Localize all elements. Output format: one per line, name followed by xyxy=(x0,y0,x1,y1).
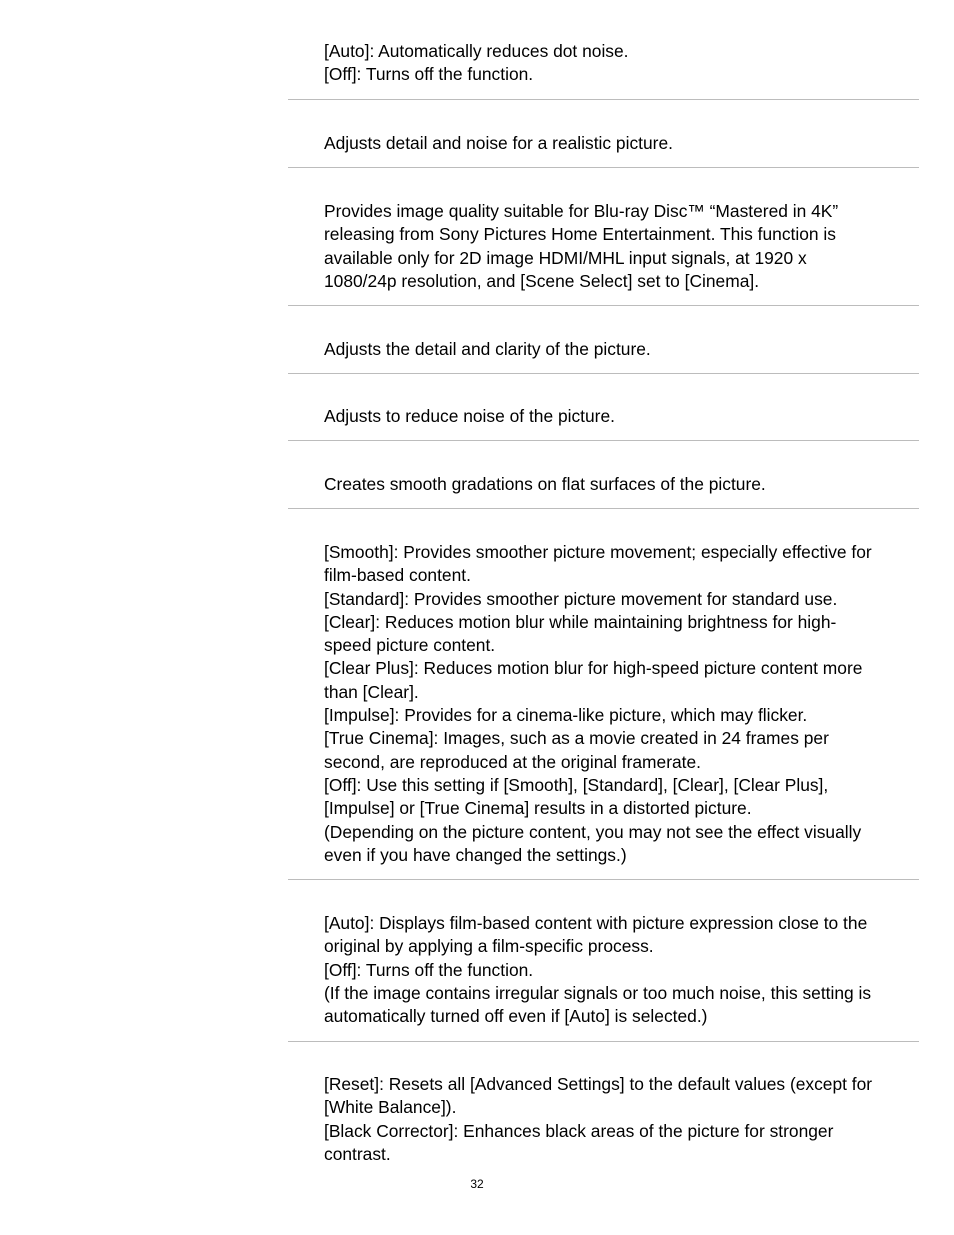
text-line: second, are reproduced at the original framerate. xyxy=(324,751,702,772)
text-line: [Standard]: Provides smoother picture movement for standard use. xyxy=(324,588,838,609)
section-sharpness xyxy=(288,306,919,374)
text-line: [Impulse]: Provides for a cinema-like picture, which may flicker. xyxy=(324,705,808,726)
text-line: film-based content. xyxy=(324,565,471,586)
section-text xyxy=(324,200,915,293)
section-text xyxy=(324,912,915,1028)
text-line: (If the image contains irregular signals or too much noise, this setting is xyxy=(324,982,872,1003)
text-line: [Reset]: Resets all [Advanced Settings] to the default values (except for xyxy=(324,1074,873,1094)
text-line: Adjusts to reduce noise of the picture. xyxy=(324,406,615,426)
page-number: 32 xyxy=(470,1177,484,1191)
section-mastered-in-4k xyxy=(288,168,919,306)
section-text xyxy=(324,541,915,867)
section-text xyxy=(324,1073,915,1166)
text-line: releasing from Sony Pictures Home Entertainment. This function is xyxy=(324,224,836,245)
text-line: [Off]: Use this setting if [Smooth], [Standard], [Clear], [Clear Plus], xyxy=(324,774,829,795)
section-text xyxy=(324,132,915,155)
section-smooth-gradation xyxy=(288,441,919,509)
section-dot-noise xyxy=(288,0,919,100)
text-line: [Smooth]: Provides smoother picture movement; especially effective for xyxy=(324,542,872,562)
text-line: Creates smooth gradations on flat surfaces of the picture. xyxy=(324,474,766,494)
text-line: [White Balance]). xyxy=(324,1097,457,1118)
section-advanced-settings xyxy=(288,1042,919,1192)
text-line: [Black Corrector]: Enhances black areas of the picture for stronger xyxy=(324,1120,834,1141)
text-line: 1080/24p resolution, and [Scene Select] set to [Cinema]. xyxy=(324,270,760,291)
text-line: [True Cinema]: Images, such as a movie created in 24 frames per xyxy=(324,728,829,749)
text-line: [Clear]: Reduces motion blur while maintaining brightness for high- xyxy=(324,611,837,632)
text-line: Provides image quality suitable for Blu-ray Disc™ “Mastered in 4K” xyxy=(324,201,839,221)
text-line: automatically turned off even if [Auto] is selected.) xyxy=(324,1006,708,1027)
text-line: original by applying a film-specific process. xyxy=(324,936,654,957)
text-line: contrast. xyxy=(324,1143,391,1164)
text-line: [Auto]: Automatically reduces dot noise. xyxy=(324,41,629,61)
section-noise-reduction xyxy=(288,374,919,441)
text-line: [Off]: Turns off the function. xyxy=(324,959,534,980)
text-line: [Off]: Turns off the function. xyxy=(324,64,534,85)
text-line: [Impulse] or [True Cinema] results in a distorted picture. xyxy=(324,798,752,819)
text-line: speed picture content. xyxy=(324,635,496,656)
section-text xyxy=(324,338,915,361)
manual-content xyxy=(288,0,919,1192)
section-cinemadrive xyxy=(288,880,919,1042)
text-line: available only for 2D image HDMI/MHL input signals, at 1920 x xyxy=(324,247,807,268)
text-line: (Depending on the picture content, you may not see the effect visually xyxy=(324,821,862,842)
section-text xyxy=(324,473,915,496)
section-text xyxy=(324,405,915,428)
text-line: even if you have changed the settings.) xyxy=(324,844,627,865)
section-motionflow xyxy=(288,509,919,880)
section-reality-creation xyxy=(288,100,919,168)
text-line: than [Clear]. xyxy=(324,681,419,702)
section-text xyxy=(324,40,915,87)
text-line: Adjusts detail and noise for a realistic picture. xyxy=(324,133,673,153)
text-line: [Clear Plus]: Reduces motion blur for high-speed picture content more xyxy=(324,658,863,679)
text-line: [Auto]: Displays film-based content with picture expression close to the xyxy=(324,913,868,933)
text-line: Adjusts the detail and clarity of the picture. xyxy=(324,339,651,359)
